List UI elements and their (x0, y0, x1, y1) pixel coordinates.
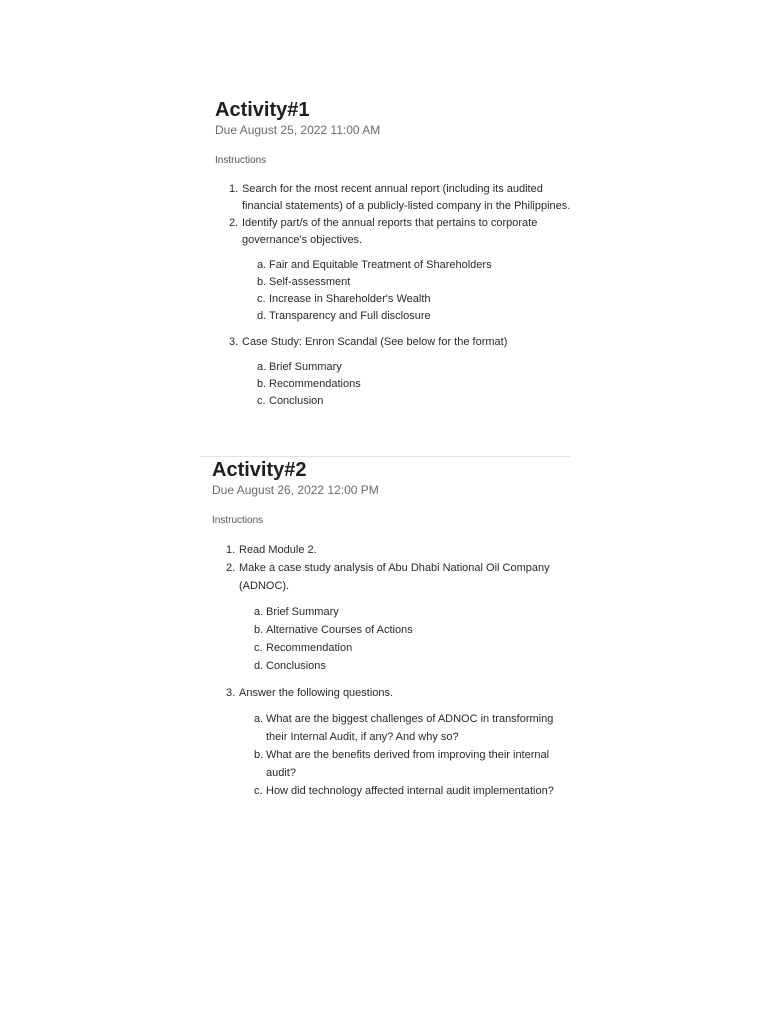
sub-text: What are the biggest challenges of ADNOC in transforming their Internal Audit, if any? And why so? (266, 713, 554, 743)
instruction-item (215, 181, 575, 215)
sub-list (257, 257, 575, 325)
sub-letter: a. (257, 361, 267, 373)
instruction-item (215, 334, 575, 410)
sub-text: Transparency and Full disclosure (269, 310, 431, 322)
sub-list (257, 359, 575, 410)
sub-letter: d. (257, 310, 267, 322)
activity-2-instruction-list (212, 541, 572, 800)
activity-1-due-date: Due August 25, 2022 11:00 AM (215, 123, 381, 137)
sub-letter: b. (254, 624, 264, 636)
sub-text: Fair and Equitable Treatment of Shareholders (269, 259, 492, 271)
item-number: 1. (229, 183, 239, 195)
sub-item (254, 603, 572, 621)
instruction-item (212, 559, 572, 675)
activity-2-instructions-label: Instructions (212, 515, 264, 526)
sub-text: Conclusion (269, 395, 324, 407)
sub-text: Brief Summary (269, 361, 342, 373)
activity-1-section (215, 98, 575, 419)
instruction-item (215, 215, 575, 325)
sub-letter: c. (254, 785, 263, 797)
sub-text: Recommendations (269, 378, 361, 390)
sub-item (257, 359, 575, 376)
sub-item (254, 710, 572, 746)
sub-item (254, 621, 572, 639)
activity-2-due-date: Due August 26, 2022 12:00 PM (212, 483, 379, 497)
activity-2-title: Activity#2 (212, 459, 307, 481)
sub-text: Alternative Courses of Actions (266, 624, 413, 636)
item-number: 2. (229, 217, 239, 229)
sub-item (257, 274, 575, 291)
sub-text: Recommendation (266, 642, 353, 654)
sub-letter: a. (254, 606, 264, 618)
sub-text: What are the benefits derived from improving their internal audit? (266, 749, 550, 779)
item-text: Identify part/s of the annual reports that pertains to corporate governance's objectives. (242, 217, 538, 246)
sub-item (257, 393, 575, 410)
sub-text: How did technology affected internal audit implementation? (266, 785, 554, 797)
sub-item (254, 657, 572, 675)
sub-letter: c. (257, 293, 266, 305)
instruction-item (212, 541, 572, 559)
sub-text: Brief Summary (266, 606, 339, 618)
sub-letter: a. (257, 259, 267, 271)
item-text: Make a case study analysis of Abu Dhabi National Oil Company (ADNOC). (239, 562, 550, 592)
activity-1-title: Activity#1 (215, 99, 310, 121)
sub-text: Conclusions (266, 660, 326, 672)
sub-letter: c. (254, 642, 263, 654)
sub-letter: c. (257, 395, 266, 407)
item-text: Search for the most recent annual report (including its audited financial statements) of a publicly-listed company in the Philippines. (242, 183, 571, 212)
sub-item (254, 782, 572, 800)
sub-letter: a. (254, 713, 264, 725)
item-text: Read Module 2. (239, 544, 317, 556)
activity-2-section (212, 458, 572, 809)
sub-item (254, 639, 572, 657)
sub-letter: b. (257, 276, 267, 288)
sub-item (254, 746, 572, 782)
item-text: Case Study: Enron Scandal (See below for the format) (242, 336, 508, 348)
instruction-item (212, 684, 572, 800)
activity-1-instruction-list (215, 181, 575, 410)
sub-item (257, 257, 575, 274)
sub-list (254, 710, 572, 800)
sub-item (257, 308, 575, 325)
sub-list (254, 603, 572, 675)
sub-text: Self-assessment (269, 276, 351, 288)
activity-1-instructions-label: Instructions (215, 155, 267, 166)
item-number: 2. (226, 562, 236, 574)
item-number: 3. (229, 336, 239, 348)
item-number: 1. (226, 544, 236, 556)
section-divider (200, 456, 570, 457)
sub-letter: b. (254, 749, 264, 761)
sub-letter: b. (257, 378, 267, 390)
sub-item (257, 291, 575, 308)
sub-text: Increase in Shareholder's Wealth (269, 293, 431, 305)
sub-item (257, 376, 575, 393)
item-text: Answer the following questions. (239, 687, 394, 699)
item-number: 3. (226, 687, 236, 699)
sub-letter: d. (254, 660, 264, 672)
